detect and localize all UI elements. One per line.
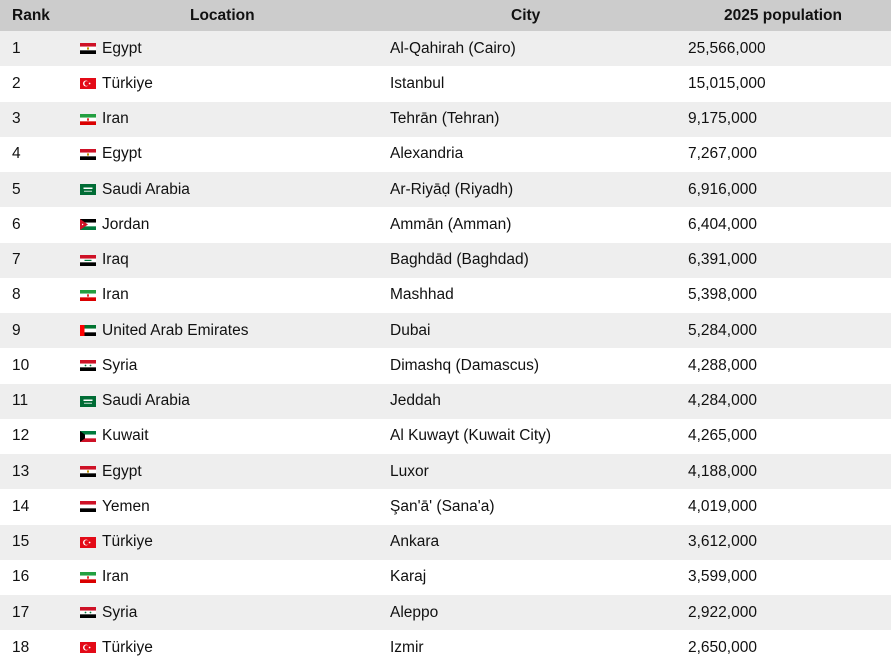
location-cell [80, 66, 370, 101]
rank-cell: 11 [12, 392, 29, 410]
city-cell: Ammān (Amman) [390, 215, 512, 233]
table-row [0, 172, 891, 207]
yemen-flag-icon [80, 501, 96, 512]
rank-cell: 16 [12, 568, 30, 586]
location-cell [80, 489, 370, 524]
city-cell: Luxor [390, 462, 429, 480]
location-cell [80, 31, 370, 66]
population-cell: 4,188,000 [688, 462, 757, 480]
population-cell: 2,922,000 [688, 603, 757, 621]
table-row [0, 243, 891, 278]
table-row [0, 66, 891, 101]
population-cell: 3,599,000 [688, 568, 757, 586]
city-cell: Al-Qahirah (Cairo) [390, 39, 516, 57]
location-cell [80, 525, 370, 560]
iran-flag-icon [80, 290, 96, 301]
population-cell: 6,916,000 [688, 180, 757, 198]
population-cell: 6,404,000 [688, 215, 757, 233]
rank-cell: 14 [12, 497, 30, 515]
iran-flag-icon [80, 114, 96, 125]
location-cell [80, 137, 370, 172]
header-rank[interactable]: Rank [12, 6, 50, 24]
table-row [0, 454, 891, 489]
location-cell [80, 207, 370, 242]
table-row [0, 102, 891, 137]
population-cell: 2,650,000 [688, 638, 757, 656]
table-row [0, 630, 891, 665]
egypt-flag-icon [80, 43, 96, 54]
rank-cell: 9 [12, 321, 21, 339]
header-city[interactable]: City [511, 6, 541, 24]
location-cell [80, 102, 370, 137]
turkiye-flag-icon [80, 642, 96, 653]
location-cell [80, 243, 370, 278]
location-label: Saudi Arabia [102, 180, 190, 198]
iran-flag-icon [80, 572, 96, 583]
rank-cell: 6 [12, 215, 21, 233]
table-header [0, 0, 891, 31]
rank-cell: 3 [12, 110, 21, 128]
location-cell [80, 595, 370, 630]
table-row [0, 207, 891, 242]
saudi-arabia-flag-icon [80, 396, 96, 407]
egypt-flag-icon [80, 149, 96, 160]
location-label: United Arab Emirates [102, 321, 249, 339]
city-cell: Şan'ā' (Sana'a) [390, 497, 495, 515]
table-row [0, 595, 891, 630]
city-cell: Jeddah [390, 392, 441, 410]
table-row [0, 489, 891, 524]
population-cell: 5,398,000 [688, 286, 757, 304]
table-row [0, 419, 891, 454]
rank-cell: 8 [12, 286, 21, 304]
jordan-flag-icon [80, 219, 96, 230]
city-cell: Izmir [390, 638, 424, 656]
uae-flag-icon [80, 325, 96, 336]
table-row [0, 313, 891, 348]
table-row [0, 137, 891, 172]
rank-cell: 10 [12, 356, 30, 374]
city-cell: Dubai [390, 321, 431, 339]
location-cell [80, 419, 370, 454]
location-label: Egypt [102, 145, 142, 163]
location-label: Syria [102, 603, 138, 621]
location-label: Jordan [102, 215, 150, 233]
location-cell [80, 348, 370, 383]
location-cell [80, 278, 370, 313]
location-cell [80, 454, 370, 489]
location-label: Egypt [102, 39, 142, 57]
city-cell: Aleppo [390, 603, 439, 621]
egypt-flag-icon [80, 466, 96, 477]
location-cell [80, 384, 370, 419]
rank-cell: 15 [12, 533, 30, 551]
location-label: Türkiye [102, 638, 153, 656]
rank-cell: 1 [12, 39, 21, 57]
turkiye-flag-icon [80, 537, 96, 548]
population-cell: 4,265,000 [688, 427, 757, 445]
table-row [0, 348, 891, 383]
location-label: Iran [102, 286, 129, 304]
rank-cell: 7 [12, 251, 21, 269]
table-row [0, 525, 891, 560]
rank-cell: 4 [12, 145, 21, 163]
rank-cell: 5 [12, 180, 21, 198]
location-label: Kuwait [102, 427, 149, 445]
location-label: Syria [102, 356, 138, 374]
location-label: Yemen [102, 497, 150, 515]
location-cell [80, 313, 370, 348]
city-cell: Karaj [390, 568, 427, 586]
population-cell: 7,267,000 [688, 145, 757, 163]
table-row [0, 278, 891, 313]
saudi-arabia-flag-icon [80, 184, 96, 195]
rank-cell: 12 [12, 427, 30, 445]
city-cell: Alexandria [390, 145, 464, 163]
location-label: Türkiye [102, 74, 153, 92]
population-cell: 9,175,000 [688, 110, 757, 128]
population-cell: 4,288,000 [688, 356, 757, 374]
location-label: Türkiye [102, 533, 153, 551]
turkiye-flag-icon [80, 78, 96, 89]
population-cell: 3,612,000 [688, 533, 757, 551]
rank-cell: 17 [12, 603, 30, 621]
city-cell: Baghdād (Baghdad) [390, 251, 529, 269]
header-population[interactable]: 2025 population [724, 6, 842, 24]
city-cell: Ar-Riyāḍ (Riyadh) [390, 180, 514, 198]
city-cell: Dimashq (Damascus) [390, 356, 540, 374]
population-cell: 6,391,000 [688, 251, 757, 269]
location-label: Egypt [102, 462, 142, 480]
kuwait-flag-icon [80, 431, 96, 442]
table-row [0, 384, 891, 419]
iraq-flag-icon [80, 255, 96, 266]
city-cell: Ankara [390, 533, 440, 551]
city-cell: Al Kuwayt (Kuwait City) [390, 427, 552, 445]
syria-flag-icon [80, 607, 96, 618]
population-cell: 25,566,000 [688, 39, 766, 57]
table-row [0, 31, 891, 66]
rank-cell: 2 [12, 74, 21, 92]
location-cell [80, 560, 370, 595]
location-label: Iraq [102, 251, 129, 269]
location-cell [80, 630, 370, 665]
syria-flag-icon [80, 360, 96, 371]
location-cell [80, 172, 370, 207]
location-label: Iran [102, 110, 129, 128]
population-cell: 4,019,000 [688, 497, 757, 515]
city-cell: Istanbul [390, 74, 445, 92]
city-cell: Tehrān (Tehran) [390, 110, 500, 128]
rank-cell: 18 [12, 638, 30, 656]
city-cell: Mashhad [390, 286, 454, 304]
location-label: Iran [102, 568, 129, 586]
population-cell: 4,284,000 [688, 392, 757, 410]
table-row [0, 560, 891, 595]
population-cell: 5,284,000 [688, 321, 757, 339]
rank-cell: 13 [12, 462, 30, 480]
header-location[interactable]: Location [190, 6, 255, 24]
population-cell: 15,015,000 [688, 74, 766, 92]
location-label: Saudi Arabia [102, 392, 190, 410]
